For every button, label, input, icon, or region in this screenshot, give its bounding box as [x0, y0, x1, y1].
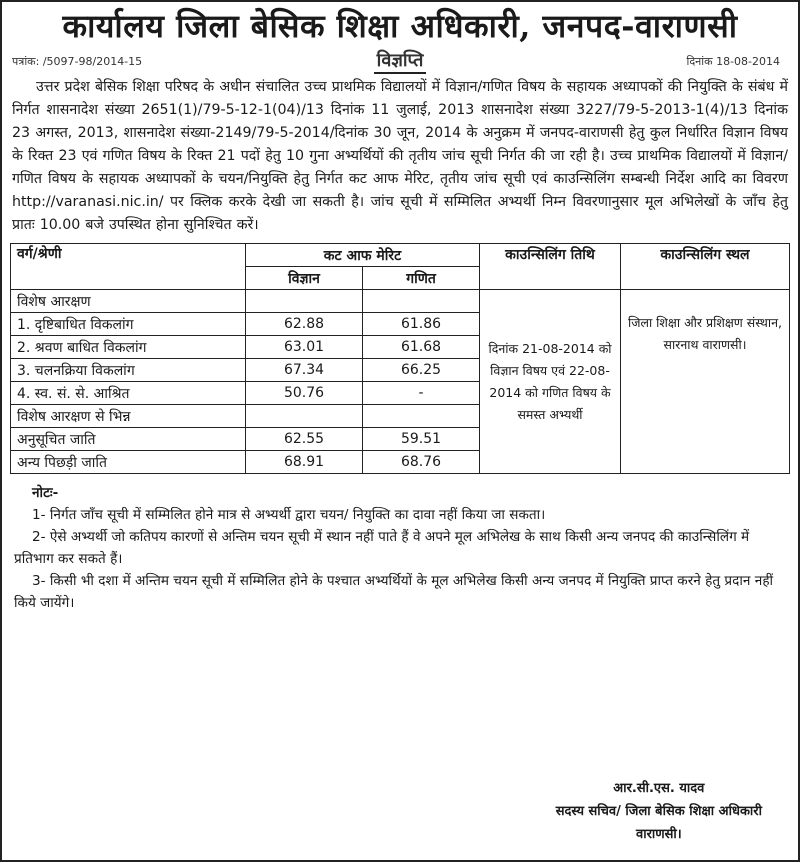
section-row: [11, 290, 790, 313]
row-category: 1. दृष्टिबाधित विकलांग: [11, 313, 246, 336]
signatory-designation: सदस्य सचिव/ जिला बेसिक शिक्षा अधिकारी: [555, 804, 762, 819]
notice-paragraph: उत्तर प्रदेश बेसिक शिक्षा परिषद के अधीन संचालित उच्च प्राथमिक विद्यालयों में विज्ञान/गणित विषय के सहायक अध्यापकों की नियुक्ति के संबंध में निर्गत शासनादेश संख्या 2651(1)/79-5-12-1(04)/13 दिनांक 11 जुलाई, 2013 शासनादेश संख्या 3227/79-5-2013-1(4)/13 दिनांक 23 अगस्त, 2013, शासनादेश संख्या-2149/79-5-2014/दिनांक 30 जून, 2014 के अनुक्रम में जनपद-वाराणसी हेतु कुल निर्धारित विज्ञान विषय के रिक्त 23 एवं गणित विषय के रिक्त 21 पदों हेतु 10 गुना अभ्यर्थियों की तृतीय जांच सूची निर्गत की जा रही है। उच्च प्राथमिक विद्यालयों में विज्ञान/गणित विषय के सहायक अध्यापकों के चयन/नियुक्ति हेतु निर्गत कट आफ मेरिट, तृतीय जांच सूची एवं काउन्सिलिंग सम्बन्धी निर्देश आदि का विवरण http://varanasi.nic.in/ पर क्लिक करके देखी जा सकती है। जांच सूची में सम्मिलित अभ्यर्थी निम्न विवरणानुसार मूल अभिलेखों के जाँच हेतु प्रातः 10.00 बजे उपस्थित होना सुनिश्चित करें।: [12, 79, 788, 233]
notice-title-wrap: [10, 50, 790, 74]
signatory-place: वाराणसी।: [635, 827, 682, 842]
notice-title: विज्ञप्ति: [374, 50, 427, 74]
note-item: 3- किसी भी दशा में अन्तिम चयन सूची में सम्मिलित होने के पश्चात अभ्यर्थियों के मूल अभिलेख किसी अन्य जनपद में नियुक्ति प्राप्त करने हेतु प्रदान नहीं किये जायेंगे।: [14, 573, 774, 611]
header-counselling-place: काउन्सिलिंग स्थल: [621, 244, 790, 290]
header-cutoff: कट आफ मेरिट: [246, 244, 480, 267]
signatory-name: आर.सी.एस. यादव: [613, 781, 705, 796]
header-math: गणित: [363, 267, 480, 290]
table-cell: [363, 290, 480, 313]
header-category: वर्ग/श्रेणी: [11, 244, 246, 290]
section-heading: विशेष आरक्षण: [11, 290, 246, 313]
notes-heading: नोटः-: [32, 485, 59, 501]
counselling-place: जिला शिक्षा और प्रशिक्षण संस्थान, सारनाथ वाराणसी।: [627, 315, 782, 352]
row-science: 62.55: [246, 428, 363, 451]
row-category: 3. चलनक्रिया विकलांग: [11, 359, 246, 382]
row-category: 2. श्रवण बाधित विकलांग: [11, 336, 246, 359]
row-science: 63.01: [246, 336, 363, 359]
letter-number: पत्रांक: /5097-98/2014-15: [12, 55, 143, 68]
table-cell: [246, 405, 363, 428]
row-science: 68.91: [246, 451, 363, 474]
signature-block: [556, 777, 762, 846]
notice-date: दिनांक 18-08-2014: [686, 55, 780, 68]
counselling-date-cell: [480, 290, 621, 474]
header-counselling-date: काउन्सिलिंग तिथि: [480, 244, 621, 290]
header-science: विज्ञान: [246, 267, 363, 290]
row-science: 67.34: [246, 359, 363, 382]
section-heading: विशेष आरक्षण से भिन्न: [11, 405, 246, 428]
row-category: अन्य पिछड़ी जाति: [11, 451, 246, 474]
note-item: 1- निर्गत जाँच सूची में सम्मिलित होने मात्र से अभ्यर्थी द्वारा चयन/ नियुक्ति का दावा नहीं किया जा सकता।: [32, 507, 546, 523]
table-header-row: [11, 244, 790, 267]
note-item: 2- ऐसे अभ्यर्थी जो कतिपय कारणों से अन्तिम चयन सूची में स्थान नहीं पाते हैं वे अपने मूल अभिलेख के साथ किसी अन्य जनपद की काउन्सिलिंग में प्रतिभाग कर सकते हैं।: [14, 529, 750, 567]
meta-line: [10, 50, 790, 72]
notes-section: [14, 482, 786, 614]
row-math: 68.76: [363, 451, 480, 474]
row-science: 50.76: [246, 382, 363, 405]
table-cell: [363, 405, 480, 428]
row-math: 61.86: [363, 313, 480, 336]
table-cell: [246, 290, 363, 313]
row-category: अनुसूचित जाति: [11, 428, 246, 451]
counselling-date: दिनांक 21-08-2014 को विज्ञान विषय एवं 22-08-2014 को गणित विषय के समस्त अभ्यर्थी: [488, 340, 612, 422]
row-science: 62.88: [246, 313, 363, 336]
row-category: 4. स्व. सं. से. आश्रित: [11, 382, 246, 405]
row-math: 59.51: [363, 428, 480, 451]
row-math: -: [363, 382, 480, 405]
row-math: 66.25: [363, 359, 480, 382]
office-header: कार्यालय जिला बेसिक शिक्षा अधिकारी, जनपद-वाराणसी: [62, 7, 738, 45]
row-math: 61.68: [363, 336, 480, 359]
notice-body: [12, 76, 788, 237]
cutoff-table: [10, 243, 790, 474]
counselling-place-cell: [621, 290, 790, 474]
